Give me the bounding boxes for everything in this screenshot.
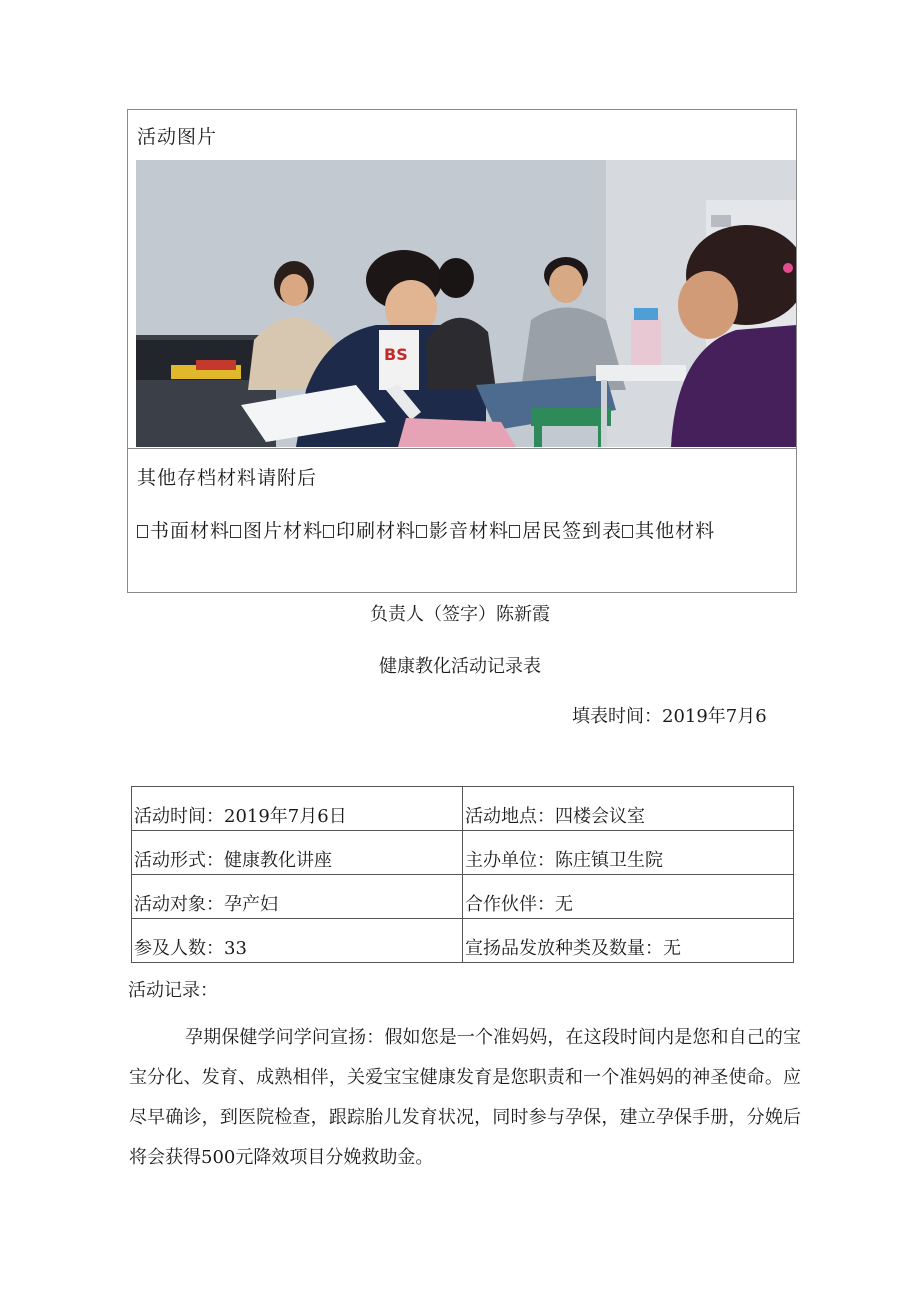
checkbox-icon[interactable] <box>137 525 148 538</box>
materials-distributed-cell: 宣扬品发放种类及数量：无 <box>463 919 794 963</box>
activity-photo <box>136 160 796 447</box>
record-text: 孕期保健学问学问宣扬：假如您是一个准妈妈，在这段时间内是您和自己的宝宝分化、发育、成熟相伴，关爱宝宝健康发育是您职责和一个准妈妈的神圣使命。应尽早确诊，到医院检查，跟踪胎儿发育状况，同时参与孕保，建立孕保手册，分娩后将会获得500元降效项目分娩救助金。 <box>129 1027 801 1168</box>
checkbox-icon[interactable] <box>230 525 241 538</box>
activity-info-table <box>131 786 794 963</box>
table-row <box>132 831 794 875</box>
option-printed[interactable]: 印刷材料 <box>323 520 416 542</box>
activity-format-cell: 活动形式：健康教化讲座 <box>132 831 463 875</box>
option-audio-video[interactable]: 影音材料 <box>416 520 509 542</box>
checkbox-icon[interactable] <box>509 525 520 538</box>
option-sign-in-sheet[interactable]: 居民签到表 <box>509 520 622 542</box>
archive-options <box>137 507 787 555</box>
organizer-cell: 主办单位：陈庄镇卫生院 <box>463 831 794 875</box>
document-title: 健康教化活动记录表 <box>379 656 541 677</box>
option-other[interactable]: 其他材料 <box>622 520 715 542</box>
archive-materials-label: 其他存档材料请附后 <box>137 467 318 489</box>
option-images[interactable]: 图片材料 <box>230 520 323 542</box>
table-row <box>132 919 794 963</box>
photo-section-title: 活动图片 <box>137 126 218 148</box>
activity-location-cell: 活动地点：四楼会议室 <box>463 787 794 831</box>
checkbox-icon[interactable] <box>416 525 427 538</box>
partner-cell: 合作伙伴：无 <box>463 875 794 919</box>
fill-time: 填表时间：2019年7月6 <box>572 706 767 727</box>
attendance-cell: 参及人数：33 <box>132 919 463 963</box>
checkbox-icon[interactable] <box>323 525 334 538</box>
section-divider <box>128 448 796 449</box>
record-label: 活动记录： <box>128 980 218 1001</box>
activity-time-cell: 活动时间：2019年7月6日 <box>132 787 463 831</box>
checkbox-icon[interactable] <box>622 525 633 538</box>
table-row <box>132 787 794 831</box>
option-written[interactable]: 书面材料 <box>137 520 230 542</box>
signer-line: 负责人（签字）陈新霞 <box>370 604 550 625</box>
table-row <box>132 875 794 919</box>
svg-text:BS: BS <box>384 345 408 364</box>
audience-cell: 活动对象：孕产妇 <box>132 875 463 919</box>
activity-photo-box <box>127 109 797 593</box>
